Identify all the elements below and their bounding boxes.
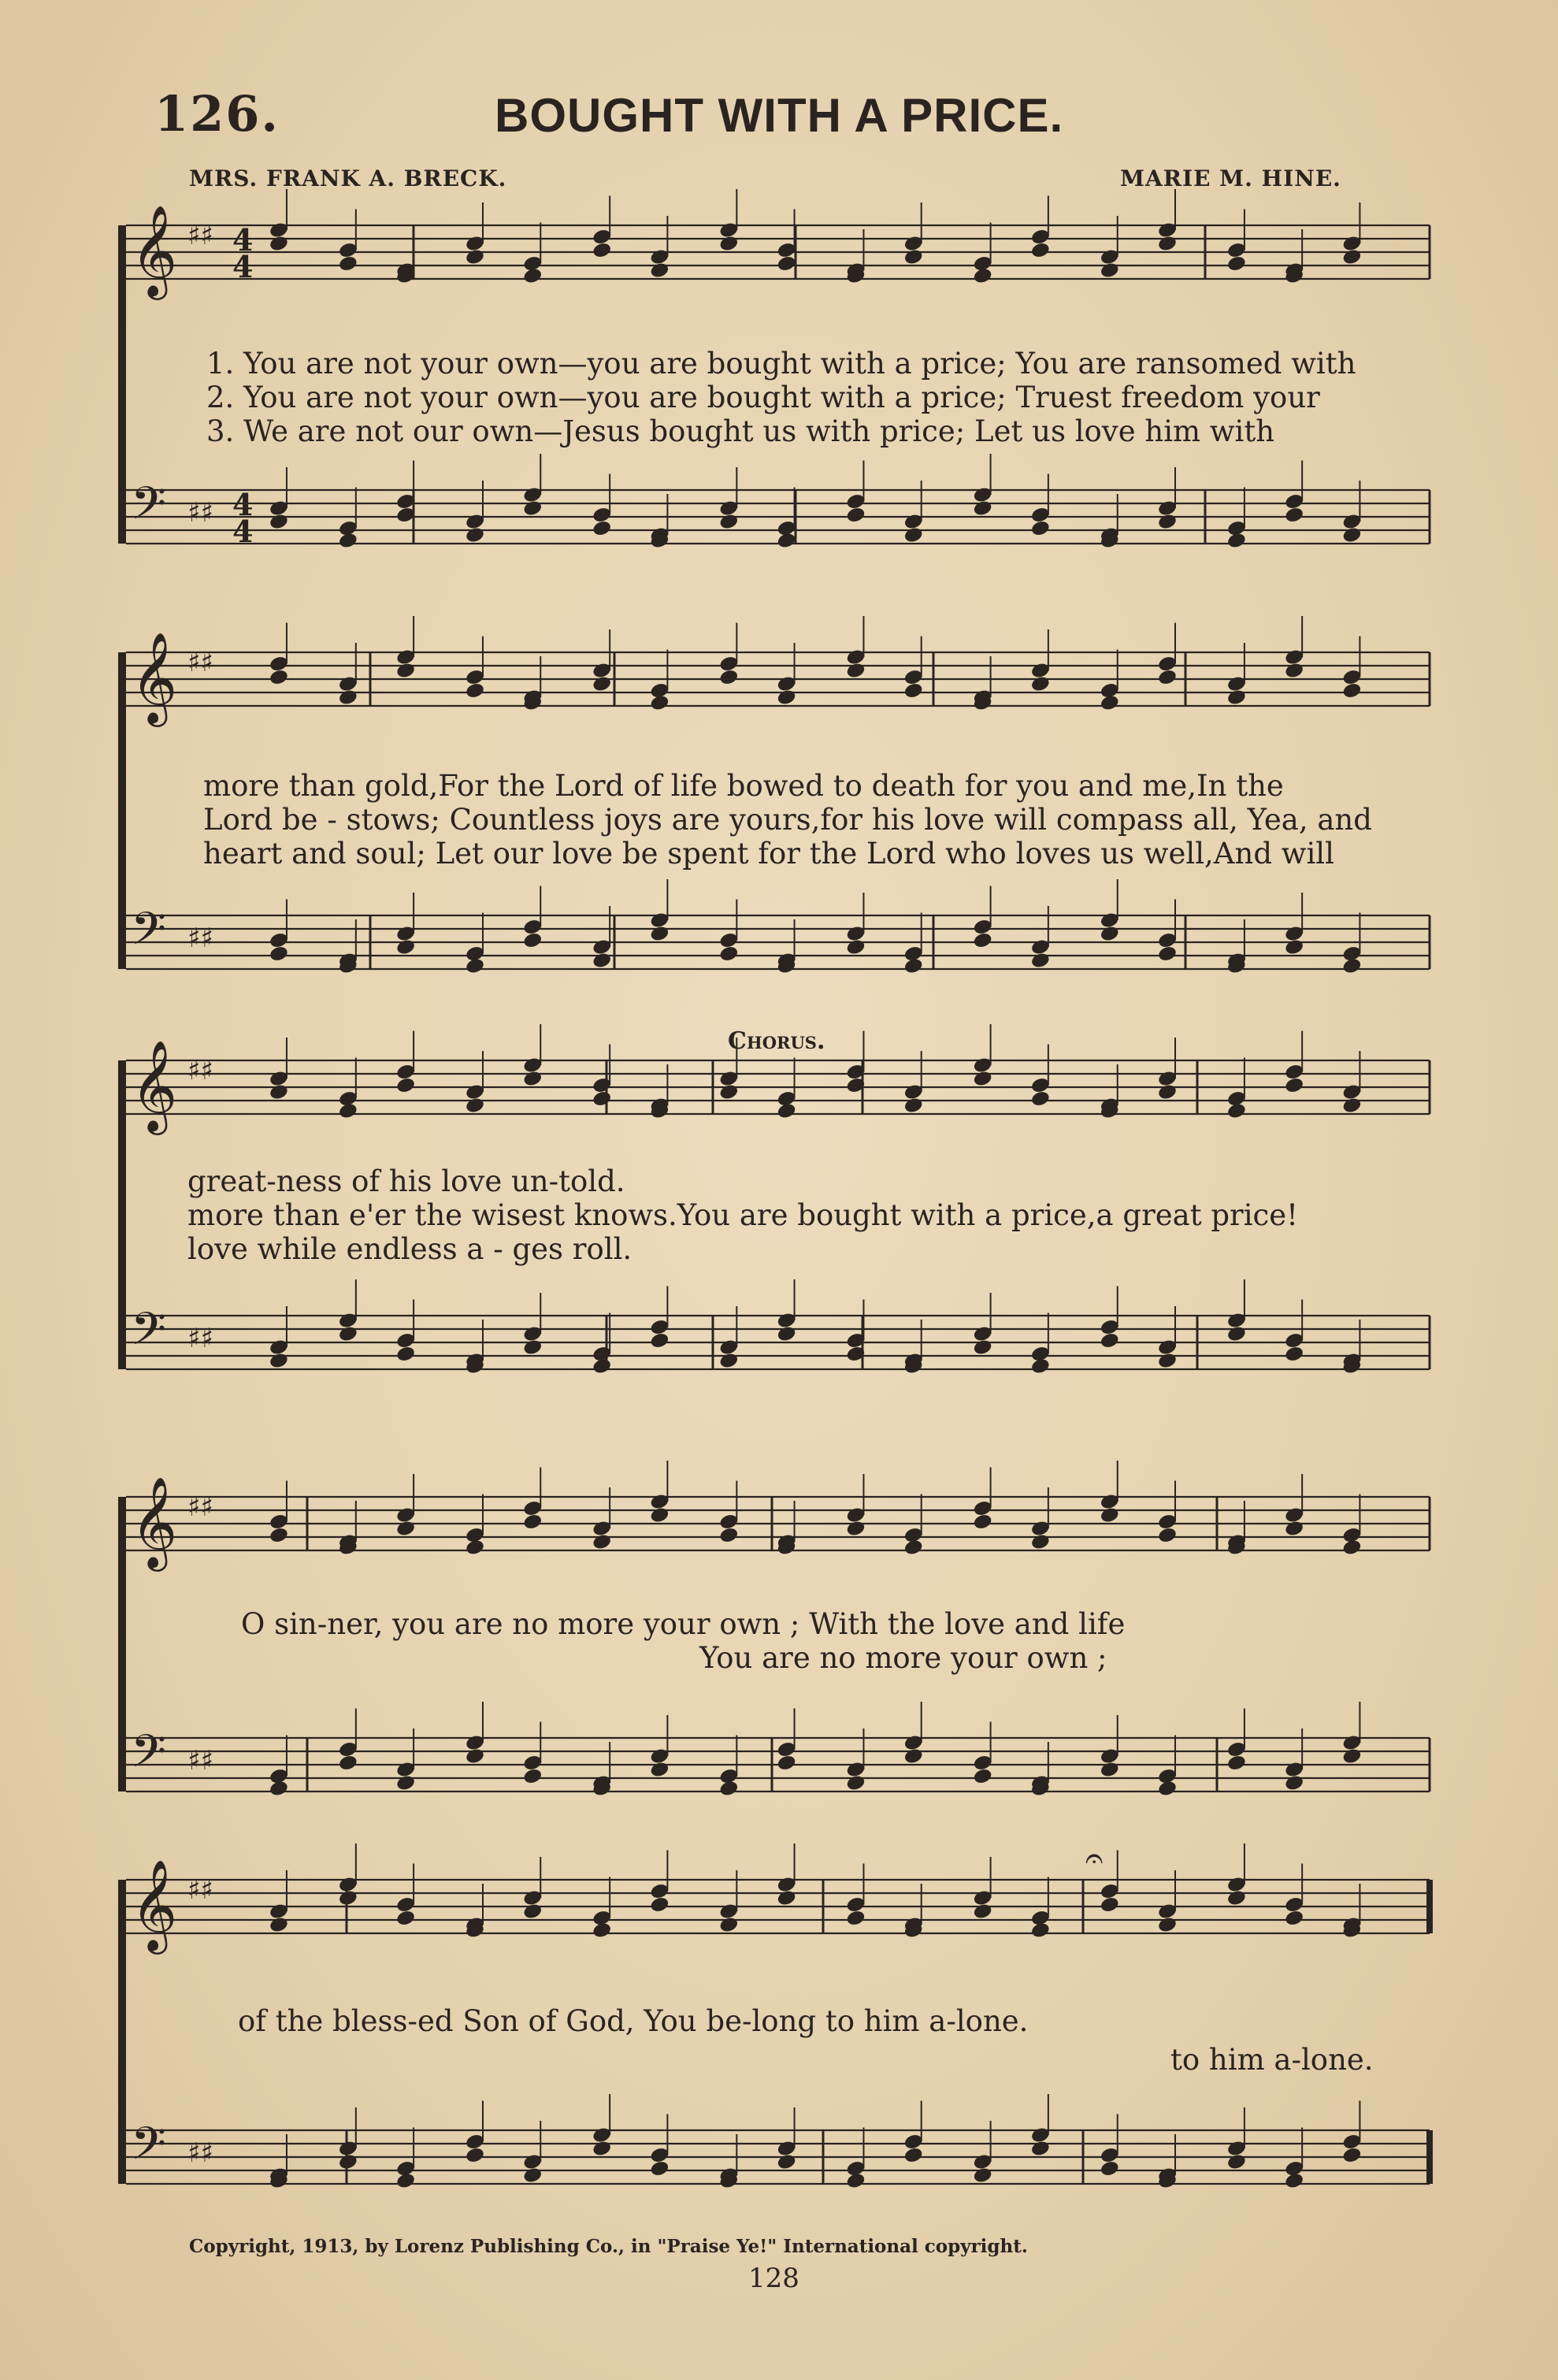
key-signature-icon: ♯♯ [187, 1491, 213, 1523]
note-head [1341, 681, 1362, 700]
note-head [465, 2146, 485, 2164]
note-head [592, 241, 612, 259]
note-head [338, 1102, 358, 1120]
note-head [1284, 938, 1304, 956]
note-head [1157, 1916, 1178, 1934]
key-signature-icon: ♯♯ [187, 497, 213, 529]
note-head [465, 1539, 485, 1557]
bass-clef-icon: 𝄢 [131, 1725, 167, 1789]
note-head [649, 1895, 670, 1914]
key-signature-icon: ♯♯ [187, 2137, 213, 2169]
final-barline [1426, 1880, 1433, 1933]
note-head [338, 1889, 358, 1907]
verse2-line2: Lord be - stows; Countless joys are yours,for his love will compass all, Yea, and [203, 803, 1372, 837]
chorus-line1-alto: You are no more your own ; [699, 1641, 1107, 1675]
note-head [395, 1909, 416, 1927]
note-head [1341, 526, 1362, 544]
note-head [592, 1090, 612, 1108]
note-head [649, 925, 670, 943]
note-head [1157, 1352, 1178, 1370]
note-head [973, 1903, 993, 1921]
note-head [718, 1083, 739, 1101]
note-head [395, 2172, 416, 2190]
note-head [973, 1070, 993, 1088]
note-head [338, 1325, 358, 1343]
note-head [845, 938, 866, 956]
note-head [649, 1331, 670, 1350]
note-head [395, 1520, 416, 1538]
note-head [1226, 689, 1247, 707]
note-head [776, 1889, 796, 1907]
time-signature-icon: 4 [232, 514, 254, 549]
note-head [522, 1339, 543, 1357]
note-head [1100, 1506, 1120, 1524]
treble-clef-icon: 𝄞 [131, 1039, 178, 1131]
note-head [1226, 1754, 1247, 1772]
note-head [845, 1909, 866, 1927]
bass-clef-icon: 𝄢 [131, 1302, 167, 1367]
note-head [465, 1097, 485, 1115]
note-head [1030, 2140, 1051, 2158]
note-head [845, 2172, 866, 2190]
note-head [1030, 675, 1051, 693]
chorus-line2-echo: to him a-lone. [1170, 2043, 1374, 2077]
key-signature-icon: ♯♯ [187, 1745, 213, 1777]
note-head [1226, 254, 1247, 273]
note-head [269, 1083, 289, 1101]
note-head [522, 1767, 543, 1785]
note-head [465, 1747, 485, 1766]
note-head [1341, 2146, 1362, 2164]
note-head [1030, 1357, 1051, 1376]
note-head [1341, 248, 1362, 266]
hymn-title: BOUGHT WITH A PRICE. [495, 89, 1064, 142]
note-head [973, 1767, 993, 1785]
verse1-line2: more than gold,For the Lord of life bowed to death for you and me,In the [203, 769, 1284, 803]
key-signature-icon: ♯♯ [187, 647, 213, 678]
note-head [465, 526, 485, 544]
note-head [395, 1345, 416, 1363]
note-head [1284, 2172, 1304, 2190]
note-head [1030, 519, 1051, 537]
note-head [338, 254, 358, 273]
note-head [845, 506, 866, 524]
note-head [973, 2167, 993, 2185]
note-head [649, 1506, 670, 1524]
note-head [1284, 1345, 1304, 1363]
composer-credit: MARIE M. HINE. [1120, 165, 1341, 191]
note-head [592, 519, 612, 537]
chorus-label: Chorus. [728, 1027, 825, 1055]
verse2-line3: more than e'er the wisest knows.You are bought with a price,a great price! [187, 1198, 1299, 1232]
key-signature-icon: ♯♯ [187, 923, 213, 954]
note-head [1284, 1909, 1304, 1927]
note-head [649, 262, 670, 280]
note-head [1284, 506, 1304, 524]
note-head [338, 2153, 358, 2171]
note-head [592, 675, 612, 693]
note-head [1341, 1097, 1362, 1115]
system-brace [118, 652, 126, 969]
page-number: 128 [748, 2263, 799, 2294]
time-signature-icon: 4 [232, 487, 254, 522]
note-head [1030, 952, 1051, 970]
note-head [269, 1526, 289, 1544]
note-head [776, 1102, 796, 1120]
note-head [269, 1352, 289, 1370]
note-head [1226, 532, 1247, 550]
fermata-icon: 𝄐 [1085, 1840, 1104, 1877]
key-signature-icon: ♯♯ [187, 1874, 213, 1906]
note-head [1341, 1747, 1362, 1766]
note-head [845, 1520, 866, 1538]
note-head [718, 1352, 739, 1370]
final-barline [1426, 2130, 1433, 2184]
key-signature-icon: ♯♯ [187, 220, 213, 251]
note-head [845, 662, 866, 680]
verse3-line1: 3. We are not our own—Jesus bought us with price; Let us love him with [206, 414, 1275, 448]
system-brace [118, 1060, 126, 1369]
note-head [465, 957, 485, 975]
note-head [1030, 1921, 1051, 1940]
treble-clef-icon: 𝄞 [131, 631, 178, 723]
note-head [973, 931, 993, 949]
note-head [592, 2140, 612, 2158]
note-head [776, 1325, 796, 1343]
copyright-notice: Copyright, 1913, by Lorenz Publishing Co., in "Praise Ye!" International copyright. [189, 2236, 1028, 2257]
note-head [973, 499, 993, 518]
note-head [1226, 1102, 1247, 1120]
note-head [465, 248, 485, 266]
note-head [845, 1774, 866, 1792]
note-head [1284, 1520, 1304, 1538]
note-head [903, 1097, 924, 1115]
note-head [465, 681, 485, 700]
note-head [592, 952, 612, 970]
note-head [1100, 1761, 1120, 1779]
key-signature-icon: ♯♯ [187, 1323, 213, 1354]
note-head [718, 513, 739, 531]
note-head [269, 668, 289, 686]
note-head [1157, 513, 1178, 531]
note-head [269, 513, 289, 531]
note-head [522, 1513, 543, 1531]
note-head [718, 1526, 739, 1544]
note-head [649, 694, 670, 712]
system-brace [118, 225, 126, 544]
note-head [1284, 1774, 1304, 1792]
note-head [1100, 262, 1120, 280]
note-head [973, 267, 993, 285]
note-head [269, 1780, 289, 1798]
treble-clef-icon: 𝄞 [131, 1858, 178, 1951]
note-head [1157, 1083, 1178, 1101]
note-head [1100, 925, 1120, 943]
note-head [903, 2146, 924, 2164]
note-head [1341, 1539, 1362, 1557]
note-head [1157, 945, 1178, 963]
note-head [1157, 1526, 1178, 1544]
note-head [1030, 241, 1051, 259]
treble-clef-icon: 𝄞 [131, 204, 178, 296]
verse2-line1: 2. You are not your own—you are bought with a price; Truest freedom your [206, 381, 1320, 414]
note-head [1100, 1895, 1120, 1914]
note-head [1157, 668, 1178, 686]
note-head [1100, 2159, 1120, 2178]
note-head [338, 1754, 358, 1772]
note-head [592, 1357, 612, 1376]
chorus-line2: of the bless-ed Son of God, You be-long to him a-lone. [238, 2004, 1029, 2038]
note-head [903, 526, 924, 544]
note-head [592, 1921, 612, 1940]
note-head [903, 681, 924, 700]
note-head [395, 938, 416, 956]
note-head [1157, 1780, 1178, 1798]
note-head [1284, 1076, 1304, 1094]
note-head [718, 1780, 739, 1798]
note-head [1100, 1331, 1120, 1350]
note-head [1100, 694, 1120, 712]
note-head [1341, 957, 1362, 975]
bass-clef-icon: 𝄢 [131, 477, 167, 541]
note-head [973, 1339, 993, 1357]
note-head [718, 668, 739, 686]
note-head [903, 248, 924, 266]
note-head [338, 689, 358, 707]
note-head [903, 957, 924, 975]
note-head [395, 662, 416, 680]
verse3-line3: love while endless a - ges roll. [187, 1232, 632, 1266]
verse3-line2: heart and soul; Let our love be spent for the Lord who loves us well,And will [203, 837, 1334, 871]
note-head [973, 1513, 993, 1531]
note-head [395, 1076, 416, 1094]
note-head [522, 1903, 543, 1921]
note-head [1226, 1325, 1247, 1343]
note-head [338, 532, 358, 550]
note-head [1226, 2153, 1247, 2171]
system-brace [118, 1497, 126, 1791]
note-head [522, 1070, 543, 1088]
note-head [903, 1747, 924, 1766]
note-head [269, 1916, 289, 1934]
note-head [776, 532, 796, 550]
note-head [776, 1754, 796, 1772]
treble-clef-icon: 𝄞 [131, 1476, 178, 1568]
note-head [1284, 662, 1304, 680]
time-signature-icon: 4 [232, 249, 254, 284]
bass-clef-icon: 𝄢 [131, 2117, 167, 2181]
note-head [1226, 1889, 1247, 1907]
lyricist-credit: MRS. FRANK A. BRECK. [189, 165, 507, 191]
note-head [649, 1761, 670, 1779]
key-signature-icon: ♯♯ [187, 1055, 213, 1086]
note-head [903, 1539, 924, 1557]
system-brace [118, 1880, 126, 2184]
note-head [269, 945, 289, 963]
note-head [776, 2153, 796, 2171]
note-head [776, 254, 796, 273]
note-head [776, 689, 796, 707]
note-head [522, 931, 543, 949]
note-head [718, 235, 739, 253]
note-head [1030, 1090, 1051, 1108]
note-head [1157, 235, 1178, 253]
note-head [522, 499, 543, 518]
hymn-number: 126. [154, 85, 280, 143]
note-head [522, 267, 543, 285]
note-head [718, 945, 739, 963]
note-head [395, 1774, 416, 1792]
time-signature-icon: 4 [232, 222, 254, 258]
note-head [718, 1916, 739, 1934]
bass-clef-icon: 𝄢 [131, 902, 167, 967]
chorus-line1: O sin-ner, you are no more your own ; With the love and life [241, 1607, 1126, 1641]
verse1-line3: great-ness of his love un-told. [187, 1164, 625, 1198]
note-head [649, 2159, 670, 2178]
note-head [1030, 1533, 1051, 1551]
note-head [269, 235, 289, 253]
verse1-line1: 1. You are not your own—you are bought with a price; You are ransomed with [206, 347, 1356, 381]
note-head [592, 1533, 612, 1551]
note-head [522, 2167, 543, 2185]
